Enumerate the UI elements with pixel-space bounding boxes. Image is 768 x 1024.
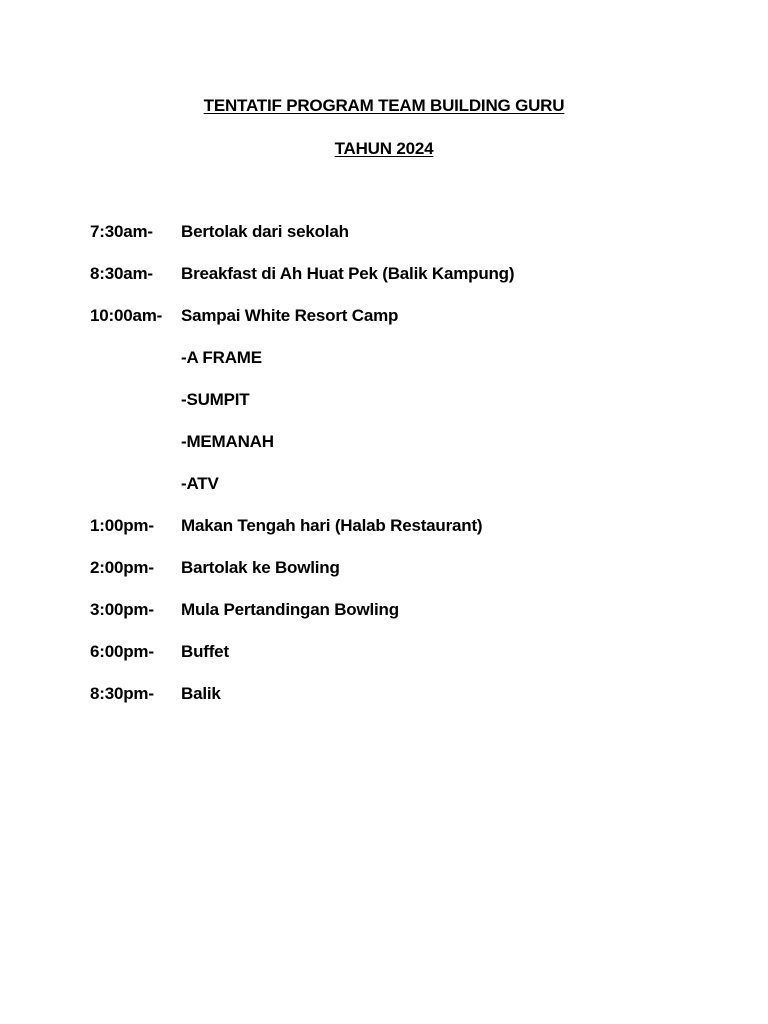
schedule-row bbox=[90, 306, 710, 348]
schedule-row bbox=[90, 390, 710, 432]
schedule-row bbox=[90, 558, 710, 600]
schedule-row bbox=[90, 642, 710, 684]
schedule-time: 8:30pm- bbox=[90, 684, 154, 703]
schedule-time: 2:00pm- bbox=[90, 558, 154, 577]
schedule-time: 8:30am- bbox=[90, 264, 153, 283]
schedule-list bbox=[90, 222, 710, 726]
schedule-time: 6:00pm- bbox=[90, 642, 154, 661]
schedule-activity: Balik bbox=[181, 684, 221, 703]
schedule-time: 1:00pm- bbox=[90, 516, 154, 535]
schedule-activity: -A FRAME bbox=[181, 348, 262, 367]
schedule-activity: Buffet bbox=[181, 642, 229, 661]
schedule-activity: Breakfast di Ah Huat Pek (Balik Kampung) bbox=[181, 264, 515, 283]
schedule-row bbox=[90, 432, 710, 474]
schedule-activity: Sampai White Resort Camp bbox=[181, 306, 399, 325]
schedule-time: 10:00am- bbox=[90, 306, 163, 325]
schedule-row bbox=[90, 222, 710, 264]
schedule-row bbox=[90, 264, 710, 306]
schedule-row bbox=[90, 516, 710, 558]
schedule-row bbox=[90, 348, 710, 390]
schedule-activity: Mula Pertandingan Bowling bbox=[181, 600, 399, 619]
schedule-row bbox=[90, 684, 710, 726]
schedule-activity: -MEMANAH bbox=[181, 432, 274, 451]
schedule-activity: Makan Tengah hari (Halab Restaurant) bbox=[181, 516, 483, 535]
schedule-activity: Bertolak dari sekolah bbox=[181, 222, 349, 241]
schedule-activity: -SUMPIT bbox=[181, 390, 250, 409]
schedule-time: 7:30am- bbox=[90, 222, 153, 241]
schedule-row bbox=[90, 474, 710, 516]
document-subtitle-year: TAHUN 2024 bbox=[334, 139, 434, 158]
schedule-time: 3:00pm- bbox=[90, 600, 154, 619]
schedule-row bbox=[90, 600, 710, 642]
schedule-activity: Bartolak ke Bowling bbox=[181, 558, 340, 577]
document-title: TENTATIF PROGRAM TEAM BUILDING GURU bbox=[203, 96, 565, 115]
schedule-activity: -ATV bbox=[181, 474, 219, 493]
